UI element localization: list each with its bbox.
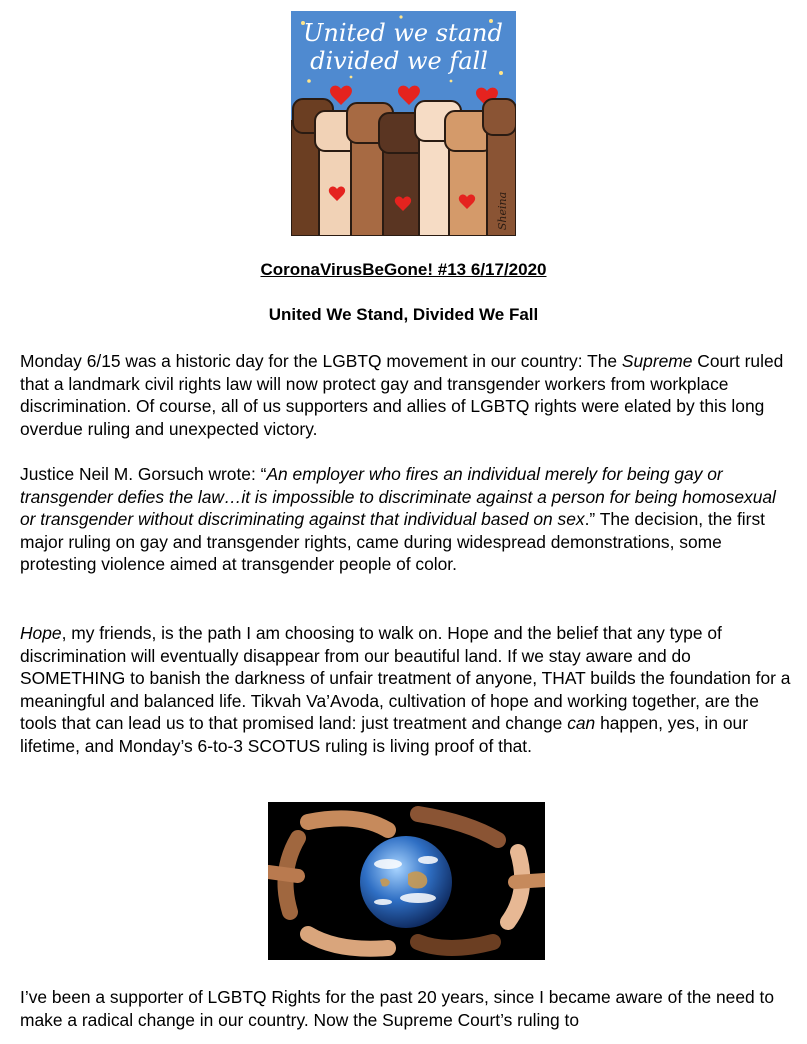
united-we-stand-poster <box>291 11 516 236</box>
paragraph-2-text-b: .” The decision, the first major ruling on gay and transgender rights, came during widespread demonstrations, some protesting violence aimed at transgender people of color. <box>20 509 765 574</box>
paragraph-1-italic: Supreme <box>621 351 693 371</box>
poster-text-line2: divided we fall <box>310 47 488 75</box>
gorsuch-quote: An employer who fires an individual merely for being gay or transgender defies the law…it is impossible to discriminate against a person for being homosexual or transgender without discriminating against that individual based on sex <box>20 464 776 529</box>
paragraph-2 <box>20 463 796 576</box>
paragraph-2-text-a: Justice Neil M. Gorsuch wrote: “ <box>20 464 267 484</box>
poster-signature: Sheina <box>496 191 509 231</box>
hands-around-globe-photo <box>268 802 545 960</box>
paragraph-1 <box>20 350 796 440</box>
paragraph-4 <box>20 986 796 1031</box>
paragraph-1-text-a: Monday 6/15 was a historic day for the LGBTQ movement in our country: The <box>20 351 622 371</box>
poster-text-line1: United we stand <box>303 19 503 47</box>
paragraph-3-text-b: happen, yes, in our lifetime, and Monday’s 6-to-3 SCOTUS ruling is living proof of that. <box>20 713 748 756</box>
paragraph-3-text-a: , my friends, is the path I am choosing to walk on. Hope and the belief that any type of discrimination will eventually disappear from our beautiful land. If we stay aware and do SOMETHING to banish the darkness of unfair treatment of anyone, THAT builds the foundation for a meaningful and balanced life. Tikvah Va’Avoda, cultivation of hope and working together, are the tools that can lead us to that promised land: just treatment and change <box>20 623 791 733</box>
document-title: CoronaVirusBeGone! #13 6/17/2020 <box>260 260 547 279</box>
paragraph-3-can: can <box>567 713 596 733</box>
globe-illustration <box>268 802 545 960</box>
paragraph-3 <box>20 622 796 757</box>
document-subtitle: United We Stand, Divided We Fall <box>268 305 539 324</box>
paragraph-4-text: I’ve been a supporter of LGBTQ Rights for the past 20 years, since I became aware of the need to make a radical change in our country. Now the Supreme Court’s ruling to <box>20 987 775 1030</box>
raised-fists-illustration <box>291 11 516 236</box>
paragraph-3-hope: Hope <box>20 623 62 643</box>
paragraph-1-text-c: Court ruled that a landmark civil rights law will now protect gay and transgender workers from workplace discrimination. Of course, all of us supporters and allies of LGBTQ rights were elated by this long overdue ruling and unexpected victory. <box>20 351 784 439</box>
